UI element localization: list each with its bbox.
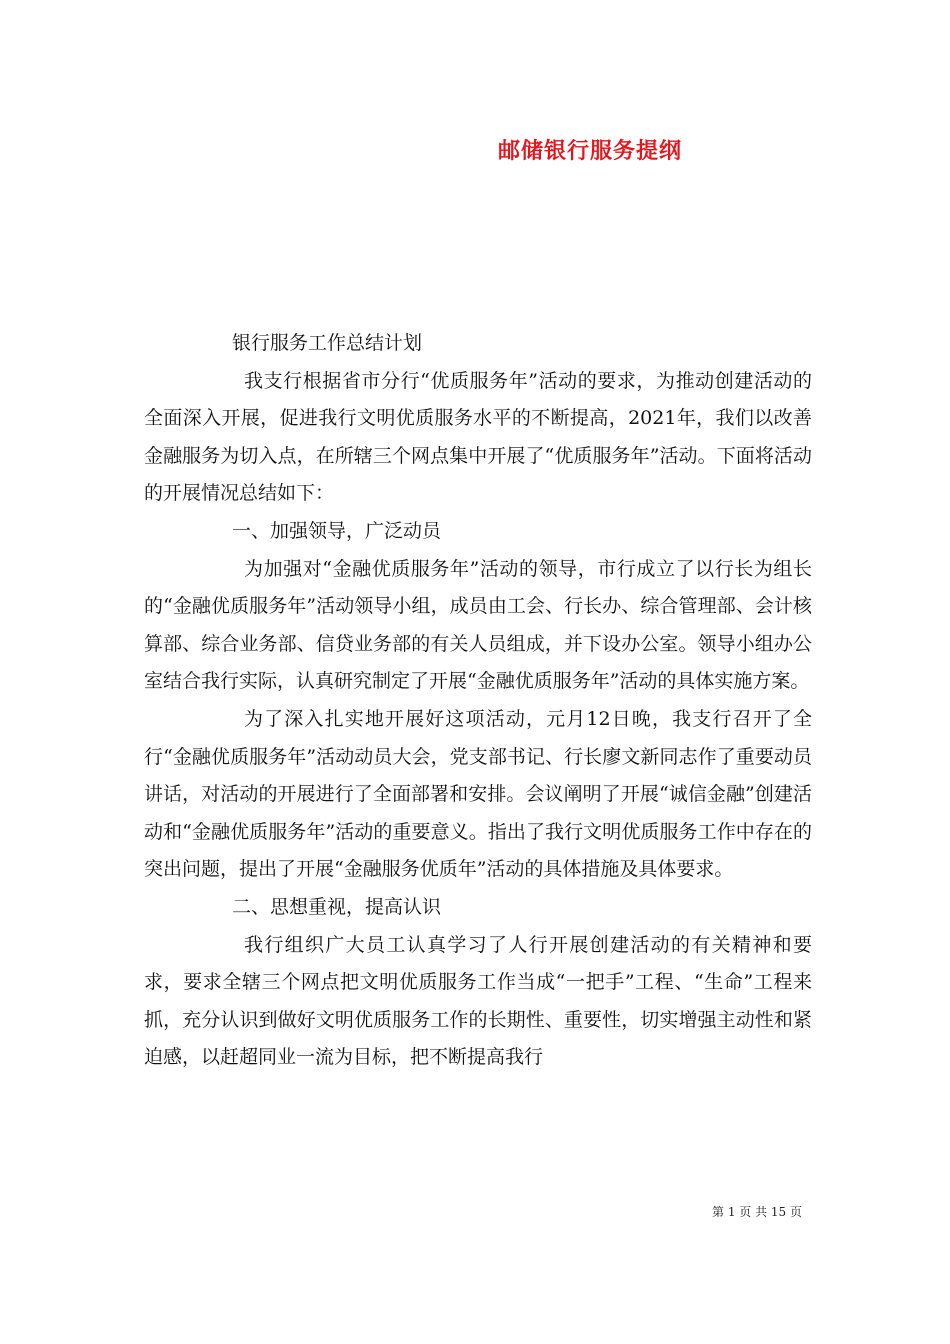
body-paragraph: 为加强对“金融优质服务年”活动的领导，市行成立了以行长为组长的“金融优质服务年”活动领导小组，成员由工会、行长办、综合管理部、会计核算部、综合业务部、信贷业务部的有关人员组成，并下设办公室。领导小组办公室结合我行实际，认真研究制定了开展“金融优质服务年”活动的具体实施方案。 xyxy=(144,557,812,693)
body-paragraph: 我行组织广大员工认真学习了人行开展创建活动的有关精神和要求，要求全辖三个网点把文明优质服务工作当成“一把手”工程、“生命”工程来抓，充分认识到做好文明优质服务工作的长期性、重要性，切实增强主动性和紧迫感，以赶超同业一流为目标，把不断提高我行 xyxy=(144,933,812,1069)
page-footer: 第 1 页 共 15 页 xyxy=(712,1205,802,1219)
section-heading: 二、思想重视，提高认识 xyxy=(232,895,442,918)
section-heading: 一、加强领导，广泛动员 xyxy=(232,519,442,542)
body-paragraph: 我支行根据省市分行“优质服务年”活动的要求，为推动创建活动的全面深入开展，促进我行文明优质服务水平的不断提高，2021年，我们以改善金融服务为切入点，在所辖三个网点集中开展了“优质服务年”活动。下面将活动的开展情况总结如下： xyxy=(144,369,812,505)
section-heading: 银行服务工作总结计划 xyxy=(232,332,423,354)
document-body xyxy=(144,325,812,1077)
body-paragraph: 为了深入扎实地开展好这项活动，元月12日晚，我支行召开了全行“金融优质服务年”活动动员大会，党支部书记、行长廖文新同志作了重要动员讲话，对活动的开展进行了全面部署和安排。会议阐明了开展“诚信金融”创建活动和“金融优质服务年”活动的重要意义。指出了我行文明优质服务工作中存在的突出问题，提出了开展“金融服务优质年”活动的具体措施及具体要求。 xyxy=(144,707,812,881)
document-title: 邮储银行服务提纲 xyxy=(497,138,682,164)
